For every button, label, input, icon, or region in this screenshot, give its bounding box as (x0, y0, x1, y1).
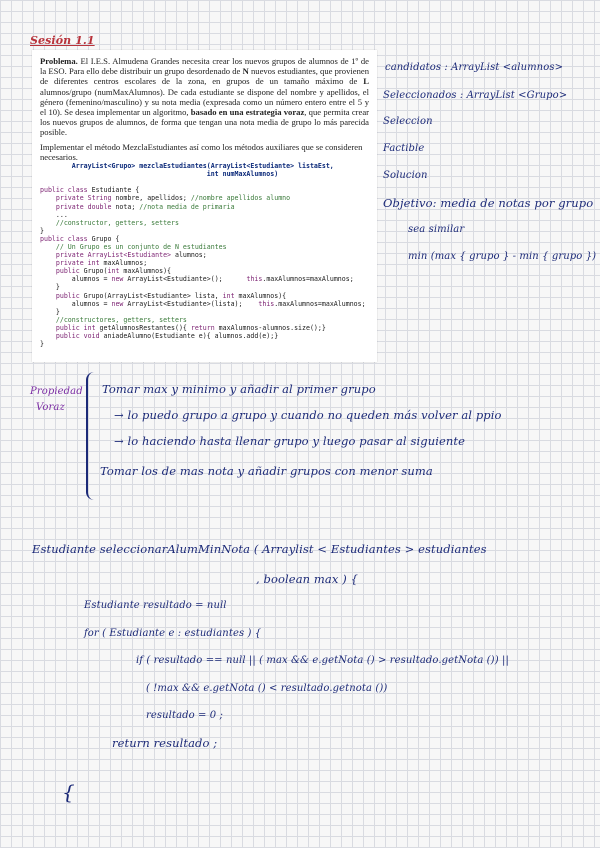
code-line: public Grupo(ArrayList<Estudiante> lista, int maxAlumnos){ (40, 291, 287, 300)
code-line-for: for ( Estudiante e : estudiantes ) { (84, 628, 262, 639)
code-line: } (40, 283, 60, 292)
code-line-cond: ( !max && e.getNota () < resultado.getnota ()) (146, 683, 388, 694)
code-line: public void aniadeAlumno(Estudiante e){ alumnos.add(e);} (40, 332, 279, 340)
voraz-line-3: → lo haciendo hasta llenar grupo y luego pasar al siguiente (114, 434, 466, 448)
note-seleccion: Seleccion (383, 116, 433, 127)
voraz-line-1: Tomar max y minimo y añadir al primer grupo (102, 382, 376, 396)
problem-segment: alumnos/grupo (numMaxAlumnos). De cada estudiante se dispone del nombre y apellidos, el género (femenino/masculino) y su nota media (expresada como un número entero entre el 5 y el 10). Se desea implementar un algoritmo, (40, 86, 369, 118)
problem-segment: nuevos estudiantes, que provienen de diferentes centros escolares de la zona, en grupos de un tamaño máximo de (40, 66, 369, 87)
problem-segment: L (363, 76, 369, 87)
code-line: public int getAlumnosRestantes(){ return maxAlumnos-alumnos.size();} (40, 323, 326, 332)
session-title: Sesión 1.1 (30, 34, 95, 47)
voraz-line-2: → lo puedo grupo a grupo y cuando no queden más volver al ppio (114, 408, 502, 422)
problem-segment: N (242, 66, 249, 77)
propiedad-label: Propiedad (30, 386, 83, 397)
code-line (40, 178, 369, 186)
code-line-resultado: Estudiante resultado = null (84, 600, 227, 611)
note-min-formula: min (max { grupo } - min { grupo }) (408, 251, 597, 262)
code-line: } (40, 307, 60, 316)
code-line: public class Grupo { (40, 234, 120, 243)
code-line: ... (40, 210, 68, 219)
code-line: private String nombre, apellidos; //nombre apellidos alumno (40, 194, 291, 203)
code-line: private ArrayList<Estudiante> alumnos; (40, 251, 207, 260)
code-line-assign: resultado = 0 ; (146, 710, 224, 721)
code-line: //constructor, getters, setters (40, 218, 179, 227)
problem-card (32, 50, 377, 362)
code-line: public Grupo(int maxAlumnos){ (40, 267, 172, 276)
problem-segment: El I.E.S. Almudena Grandes necesita crear los nuevos grupos de alumnos de 1º de la ESO. Para ello debe distribuir un grupo desordenado de (40, 56, 369, 77)
note-factible: Factible (383, 143, 425, 154)
note-objetivo: Objetivo: media de notas por grupo (383, 196, 594, 210)
code-line: int numMaxAlumnos) (40, 170, 279, 179)
voraz-line-4: Tomar los de mas nota y añadir grupos con menor suma (100, 464, 433, 478)
code-line: public class Estudiante { (40, 186, 140, 195)
code-listing (40, 162, 369, 348)
problem-segment: Problema. (40, 56, 78, 66)
problem-segment: , que permita crear los nuevos grupos de alumnos, de forma que tengan una nota media de grupo lo más parecida posible. (40, 107, 369, 138)
code-line: alumnos = new ArrayList<Estudiante>(); this.maxAlumnos=maxAlumnos; (40, 275, 354, 284)
problem-segment: basado en una estrategia voraz (190, 107, 305, 118)
implementation-instructions: Implementar el método MezclaEstudiantes así como los métodos auxiliares que se consideren necesarios. (40, 141, 363, 162)
code-line: private double nota; //nota media de primaria (40, 202, 235, 211)
problem-statement (40, 56, 369, 138)
code-line: } (40, 226, 44, 235)
code-line-return: return resultado ; (112, 736, 218, 750)
code-line: private int maxAlumnos; (40, 259, 148, 268)
voraz-label: Voraz (36, 402, 65, 413)
note-candidatos: candidatos : ArrayList <alumnos> (385, 62, 564, 73)
code-line: //constructores, getters, setters (40, 315, 187, 324)
code-line: // Un Grupo es un conjunto de N estudiantes (40, 242, 227, 251)
code-line-if: if ( resultado == null || ( max && e.getNota () > resultado.getNota ()) || (136, 655, 509, 666)
code-line: } (40, 340, 44, 349)
method-signature-2: , boolean max ) { (256, 572, 358, 586)
method-signature-1: Estudiante seleccionarAlumMinNota ( Arraylist < Estudiantes > estudiantes (32, 542, 487, 556)
note-sea-similar: sea similar (408, 224, 465, 235)
code-line: alumnos = new ArrayList<Estudiante>(lista); this.maxAlumnos=maxAlumnos; (40, 299, 366, 308)
closing-brace: { (62, 780, 75, 804)
code-line: ArrayList<Grupo> mezclaEstudiantes(ArrayList<Estudiante> listaEst, (40, 162, 334, 171)
left-brace (86, 372, 98, 500)
note-solucion: Solucion (383, 170, 428, 181)
note-seleccionados: Seleccionados : ArrayList <Grupo> (383, 90, 568, 101)
